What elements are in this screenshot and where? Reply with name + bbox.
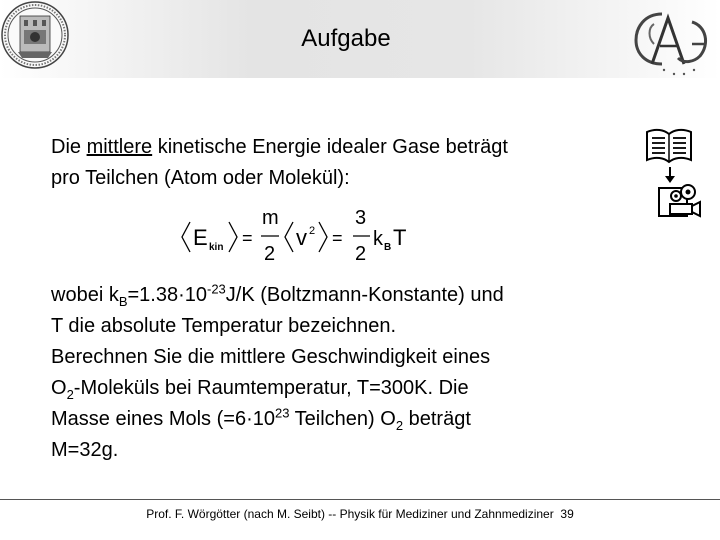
formula-B-subscript: B bbox=[384, 242, 392, 253]
formula-equals-1: = bbox=[242, 228, 253, 248]
angle-bracket-left-1 bbox=[182, 222, 190, 252]
formula-v: v bbox=[296, 225, 307, 250]
footer-credit: Prof. F. Wörgötter (nach M. Seibt) -- Physik für Mediziner und Zahnmediziner bbox=[146, 507, 554, 521]
task-line-1-a: wobei k bbox=[51, 284, 119, 306]
formula-kin-subscript: kin bbox=[209, 242, 224, 253]
task-line-1-b: =1.38·10 bbox=[127, 284, 207, 306]
footer-rule bbox=[0, 499, 720, 500]
angle-bracket-right-1 bbox=[229, 222, 237, 252]
task-line-1-c: J/K (Boltzmann-Konstante) und bbox=[225, 284, 504, 306]
task-line-5-a: Masse eines Mols (=6·10 bbox=[51, 408, 275, 430]
formula-square-exponent: 2 bbox=[309, 225, 316, 237]
formula-T: T bbox=[393, 225, 407, 250]
formula-E: E bbox=[193, 225, 208, 250]
task-line-1-sub: B bbox=[118, 294, 128, 309]
task-paragraph bbox=[51, 280, 631, 466]
task-line-3: Berechnen Sie die mittlere Geschwindigkeit eines bbox=[51, 346, 491, 368]
task-line-4-sub: 2 bbox=[66, 387, 74, 402]
angle-bracket-left-2 bbox=[285, 222, 293, 252]
intro-underlined-word: mittlere bbox=[86, 136, 153, 158]
formula-m: m bbox=[262, 207, 279, 229]
footer bbox=[0, 507, 720, 521]
page-title: Aufgabe bbox=[301, 25, 391, 52]
formula-denominator-2b: 2 bbox=[355, 243, 367, 265]
task-line-5-sup: 23 bbox=[274, 405, 290, 421]
intro-paragraph bbox=[51, 132, 631, 194]
formula-equals-2: = bbox=[332, 228, 343, 248]
formula-numerator-3: 3 bbox=[355, 207, 367, 229]
task-line-5-sub: 2 bbox=[395, 418, 404, 433]
task-line-5 bbox=[51, 404, 631, 435]
intro-line-2: pro Teilchen (Atom oder Molekül): bbox=[51, 167, 350, 189]
angle-bracket-right-2 bbox=[319, 222, 327, 252]
task-line-1-sup: -23 bbox=[207, 281, 226, 297]
book-icon bbox=[644, 126, 694, 166]
task-line-6: M=32g. bbox=[51, 439, 119, 461]
film-camera-icon bbox=[656, 180, 702, 220]
intro-text-b: kinetische Energie idealer Gase beträgt bbox=[152, 136, 508, 158]
task-line-2: T die absolute Temperatur bezeichnen. bbox=[51, 315, 397, 337]
formula-k: k bbox=[373, 228, 383, 250]
intro-line-1 bbox=[51, 132, 631, 163]
task-line-1 bbox=[51, 280, 631, 311]
task-line-4-a: O bbox=[51, 377, 67, 399]
intro-text-a: Die bbox=[51, 136, 87, 158]
task-line-4-b: -Moleküls bei Raumtemperatur, T=300K. Die bbox=[73, 377, 469, 399]
formula-denominator-2: 2 bbox=[264, 243, 276, 265]
task-line-5-c: beträgt bbox=[403, 408, 471, 430]
kinetic-energy-formula bbox=[178, 202, 418, 268]
page-number: 39 bbox=[560, 507, 574, 521]
task-line-4 bbox=[51, 373, 631, 404]
task-line-5-b: Teilchen) O bbox=[289, 408, 396, 430]
